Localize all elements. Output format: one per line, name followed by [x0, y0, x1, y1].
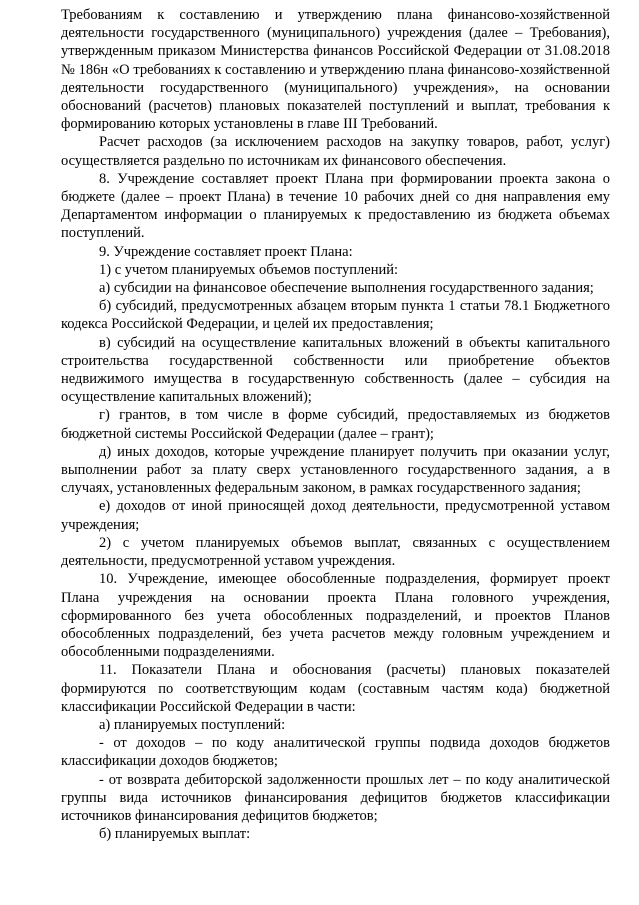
paragraph-item-9-1-a: а) субсидии на финансовое обеспечение выполнения государственного задания;	[99, 280, 594, 297]
paragraph-item-11-a-income: - от доходов – по коду аналитической группы подвида доходов бюджетов классификации доходов бюджетов;	[61, 735, 610, 770]
paragraph-item-9-1-v: в) субсидий на осуществление капитальных вложений в объекты капитального строительства государственной собственности или приобретение объектов недвижимого имущества в государственную собственность (далее – субсидия на осуществление капитальных вложений);	[61, 334, 610, 406]
paragraph-requirements-reference: Требованиям к составлению и утверждению плана финансово-хозяйственной деятельности государственного (муниципального) учреждения (далее – Требования), утвержденным приказом Министерства финансов Российской Федерации от 31.08.2018 № 186н «О требованиях к составлению и утверждению плана финансово-хозяйственной деятельности государственного (муниципального) учреждения», на основании обоснований (расчетов) плановых показателей поступлений и выплат, требования к формированию которых установлены в главе III Требований.	[61, 7, 610, 133]
paragraph-item-9-2: 2) с учетом планируемых объемов выплат, связанных с осуществлением деятельности, предусмотренной уставом учреждения.	[61, 534, 610, 570]
paragraph-item-9-1-b: б) субсидий, предусмотренных абзацем вторым пункта 1 статьи 78.1 Бюджетного кодекса Российской Федерации, и целей их предоставления;	[61, 298, 610, 333]
paragraph-expense-calculation: Расчет расходов (за исключением расходов на закупку товаров, работ, услуг) осуществляется раздельно по источникам их финансового обеспечения.	[61, 134, 610, 169]
paragraph-item-10: 10. Учреждение, имеющее обособленные подразделения, формирует проект Плана учреждения на основании проекта Плана головного учреждения, сформированного без учета обособленных подразделений, и проектов Планов обособленных подразделений, без учета расчетов между головным учреждением и обособленными подразделениями.	[61, 571, 610, 661]
paragraph-item-9-1-d: д) иных доходов, которые учреждение планирует получить при оказании услуг, выполнении работ за плату сверх установленного государственного задания, а в случаях, установленных федеральным законом, в рамках государственного задания;	[61, 443, 610, 497]
paragraph-item-11-a: а) планируемых поступлений:	[99, 716, 286, 733]
paragraph-item-11-a-receivables: - от возврата дебиторской задолженности прошлых лет – по коду аналитической группы вида источников финансирования дефицитов бюджетов классификации источников финансирования дефицитов бюджетов;	[61, 771, 610, 824]
paragraph-item-9: 9. Учреждение составляет проект Плана:	[99, 243, 353, 260]
paragraph-item-8: 8. Учреждение составляет проект Плана при формировании проекта закона о бюджете (далее – проект Плана) в течение 10 рабочих дней со дня направления ему Департаментом информации о планируемых к предоставлению из бюджета объемах поступлений.	[61, 170, 610, 242]
paragraph-item-11-b: б) планируемых выплат:	[99, 826, 251, 843]
paragraph-item-9-1: 1) с учетом планируемых объемов поступлений:	[99, 261, 398, 278]
paragraph-item-11: 11. Показатели Плана и обоснования (расчеты) плановых показателей формируются по соответствующим кодам (составным частям кода) бюджетной классификации Российской Федерации в части:	[61, 662, 610, 715]
paragraph-item-9-1-g: г) грантов, в том числе в форме субсидий, предоставляемых из бюджетов бюджетной системы Российской Федерации (далее – грант);	[61, 407, 610, 442]
paragraph-item-9-1-e: е) доходов от иной приносящей доход деятельности, предусмотренной уставом учреждения;	[61, 498, 610, 533]
document-page	[61, 6, 610, 843]
